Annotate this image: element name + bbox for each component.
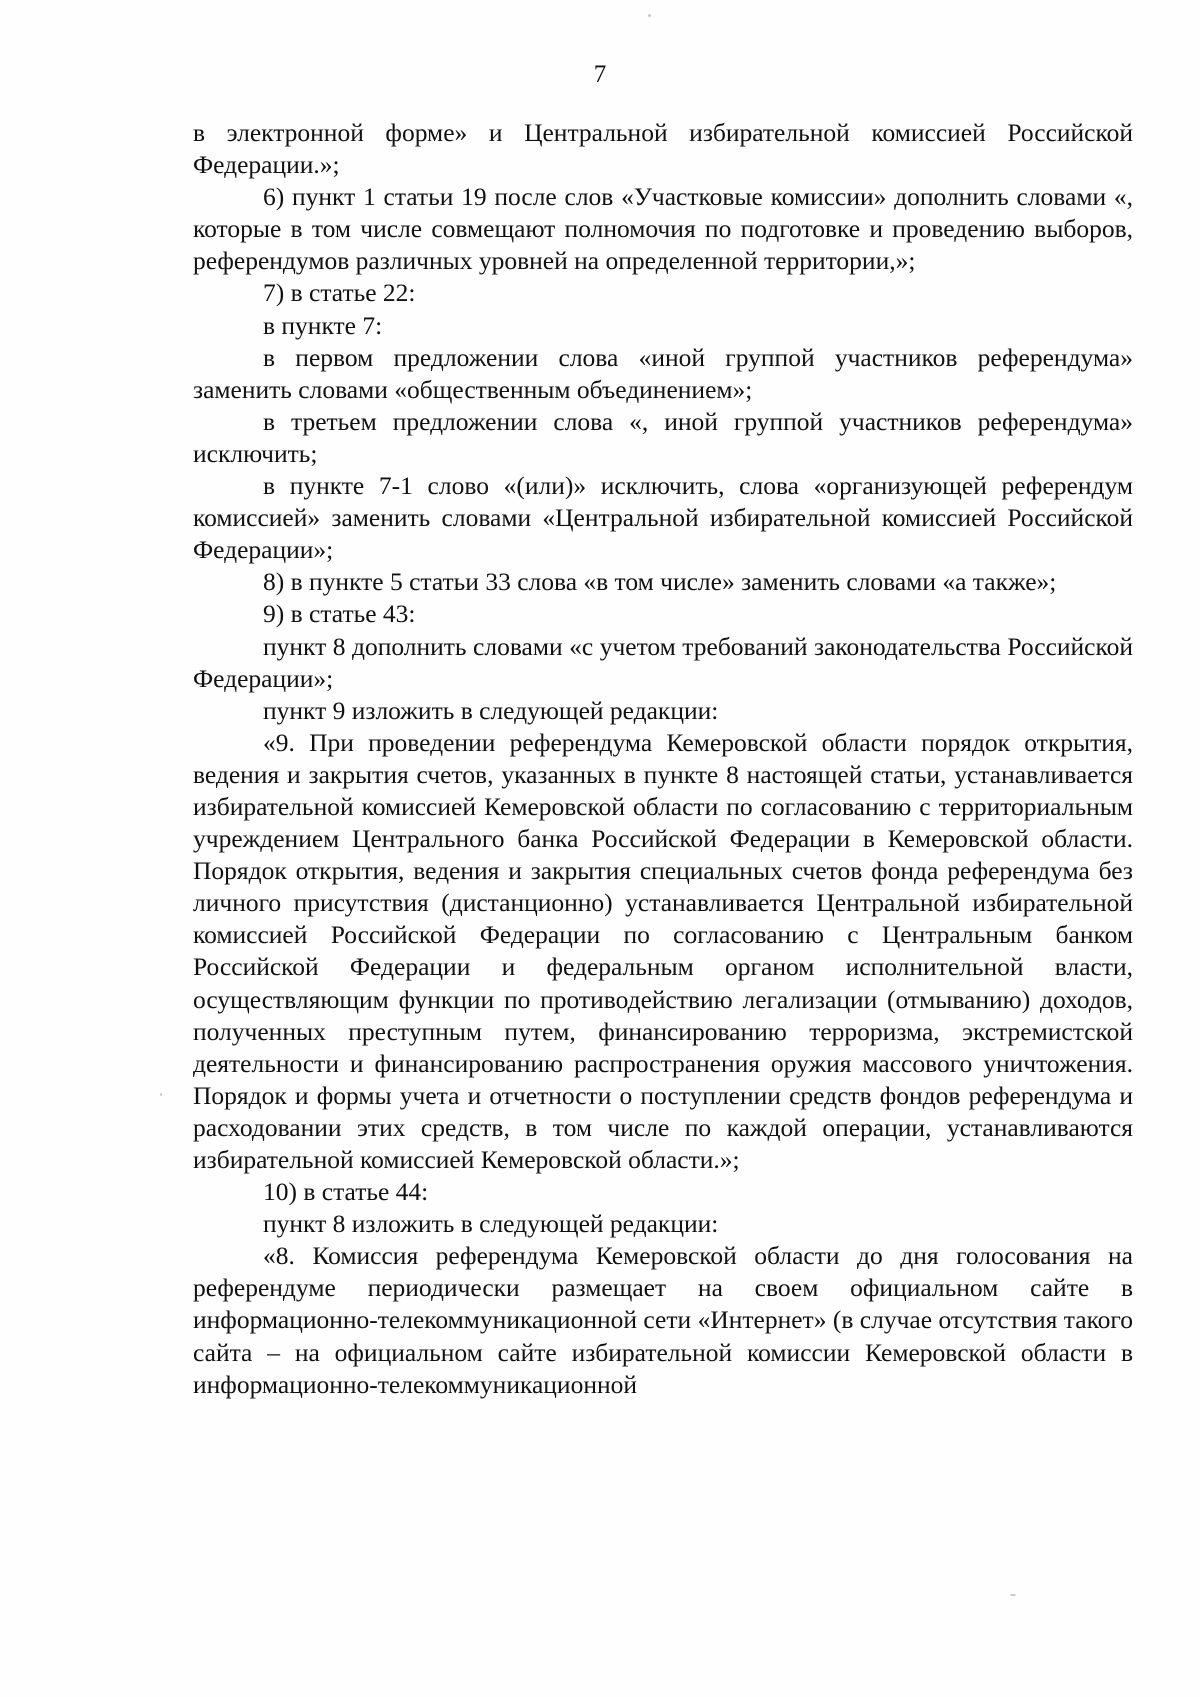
scan-speck (648, 14, 651, 17)
paragraph: пункт 8 дополнить словами «с учетом требований законодательства Российской Федерации»; (193, 631, 1133, 693)
scan-speck (160, 1093, 162, 1096)
paragraph: 6) пункт 1 статьи 19 после слов «Участковые комиссии» дополнить словами «, которые в том числе совмещают полномочия по подготовке и проведению выборов, референдумов различных уровней на определенной территории,»; (193, 182, 1133, 276)
paragraph: 8) в пункте 5 статьи 33 слова «в том числе» заменить словами «а также»; (263, 567, 1057, 597)
paragraph: в пункте 7: (263, 310, 383, 340)
scan-speck (1010, 1594, 1016, 1596)
paragraph: 10) в статье 44: (263, 1177, 429, 1207)
paragraph: в третьем предложении слова «, иной группой участников референдума» исключить; (193, 406, 1133, 468)
paragraph: «8. Комиссия референдума Кемеровской области до дня голосования на референдуме периодически размещает на своем официальном сайте в информационно-телекоммуникационной сети «Интернет» (в случае отсутствия такого сайта – на официальном сайте избирательной комиссии Кемеровской области в информационно-телекоммуникационной (193, 1241, 1133, 1399)
paragraph: в первом предложении слова «иной группой участников референдума» заменить словами «общественным объединением»; (193, 342, 1133, 404)
paragraph: «9. При проведении референдума Кемеровской области порядок открытия, ведения и закрытия счетов, указанных в пункте 8 настоящей статьи, устанавливается избирательной комиссией Кемеровской области по согласованию с территориальным учреждением Центрального банка Российской Федерации в Кемеровской области. Порядок открытия, ведения и закрытия специальных счетов фонда референдума без личного присутствия (дистанционно) устанавливается Центральной избирательной комиссией Российской Федерации по согласованию с Центральным банком Российской Федерации и федеральным органом исполнительной власти, осуществляющим функции по противодействию легализации (отмыванию) доходов, полученных преступным путем, финансированию терроризма, экстремистской деятельности и финансированию распространения оружия массового уничтожения. Порядок и формы учета и отчетности о поступлении средств фондов референдума и расходовании этих средств, в том числе по каждой операции, устанавливаются избирательной комиссией Кемеровской области.»; (193, 727, 1133, 1174)
paragraph: пункт 9 изложить в следующей редакции: (263, 695, 719, 725)
page-number: 7 (593, 61, 607, 88)
document-body (193, 117, 1133, 1401)
paragraph: в электронной форме» и Центральной избирательной комиссией Российской Федерации.»; (193, 118, 1133, 180)
paragraph: пункт 8 изложить в следующей редакции: (263, 1209, 719, 1239)
paragraph: 7) в статье 22: (263, 278, 416, 308)
paragraph: 9) в статье 43: (263, 599, 416, 629)
paragraph: в пункте 7-1 слово «(или)» исключить, слова «организующей референдум комиссией» заменить словами «Центральной избирательной комиссией Российской Федерации»; (193, 471, 1133, 565)
